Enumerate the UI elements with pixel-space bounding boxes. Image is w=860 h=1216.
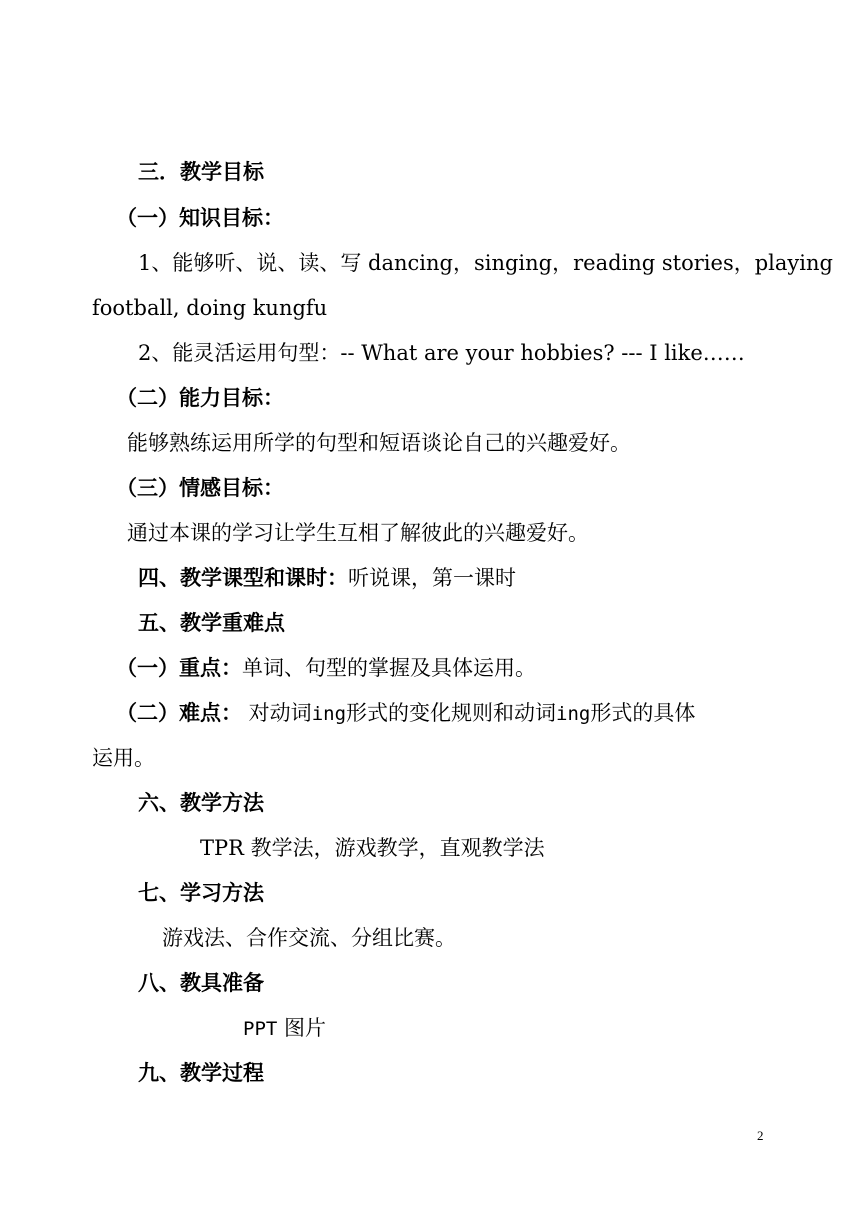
section-5-1-value: 单词、句型的掌握及具体运用。 (242, 656, 536, 680)
section-3-2-text: 能够熟练运用所学的句型和短语谈论自己的兴趣爱好。 (127, 431, 631, 455)
section-5-2-line-2: 运用。 (92, 746, 155, 770)
section-4-value: 听说课，第一课时 (348, 566, 516, 590)
section-3-2-heading: （二）能力目标： (116, 386, 284, 410)
section-5-2-value-b: 形式的变化规则和动词 (346, 701, 557, 725)
section-8-text-ppt: PPT (243, 1018, 278, 1040)
section-4-label: 四、教学课型和课时： (138, 566, 348, 590)
section-3-1-item-1-line-2: football, doing kungfu (92, 296, 328, 320)
section-3-3-text: 通过本课的学习让学生互相了解彼此的兴趣爱好。 (127, 521, 589, 545)
section-3-1-heading: （一）知识目标： (116, 206, 284, 230)
section-5-heading: 五、教学重难点 (138, 611, 285, 635)
section-3-3-heading: （三）情感目标： (116, 476, 284, 500)
section-5-2-label: （二）难点： (116, 701, 242, 725)
section-7-text: 游戏法、合作交流、分组比赛。 (162, 926, 456, 950)
section-3-heading: 三．教学目标 (138, 160, 264, 184)
section-3-1-item-1-line-1: 1、能够听、说、读、写 dancing，singing，reading stories，playing (138, 251, 833, 275)
section-5-2-value-c: 形式的具体 (590, 701, 696, 725)
section-3-1-item-2: 2、能灵活运用句型：-- What are your hobbies? --- I like…… (138, 341, 745, 365)
section-8-heading: 八、教具准备 (138, 971, 264, 995)
section-6-heading: 六、教学方法 (138, 791, 264, 815)
section-5-1-line (116, 653, 860, 683)
section-5-2-line (116, 698, 860, 729)
section-5-2-ing-1: ing (311, 703, 347, 725)
section-5-1-label: （一）重点： (116, 656, 242, 680)
section-6-text: TPR 教学法，游戏教学，直观教学法 (200, 836, 545, 860)
section-5-2-value-a: 对动词 (242, 701, 312, 725)
section-8-text-images: 图片 (277, 1016, 327, 1040)
section-8-line (243, 1013, 860, 1044)
section-5-2-ing-2: ing (556, 703, 591, 725)
page-number: 2 (757, 1128, 764, 1143)
section-7-heading: 七、学习方法 (138, 881, 264, 905)
section-9-heading: 九、教学过程 (138, 1061, 264, 1085)
section-4-line (138, 563, 860, 593)
